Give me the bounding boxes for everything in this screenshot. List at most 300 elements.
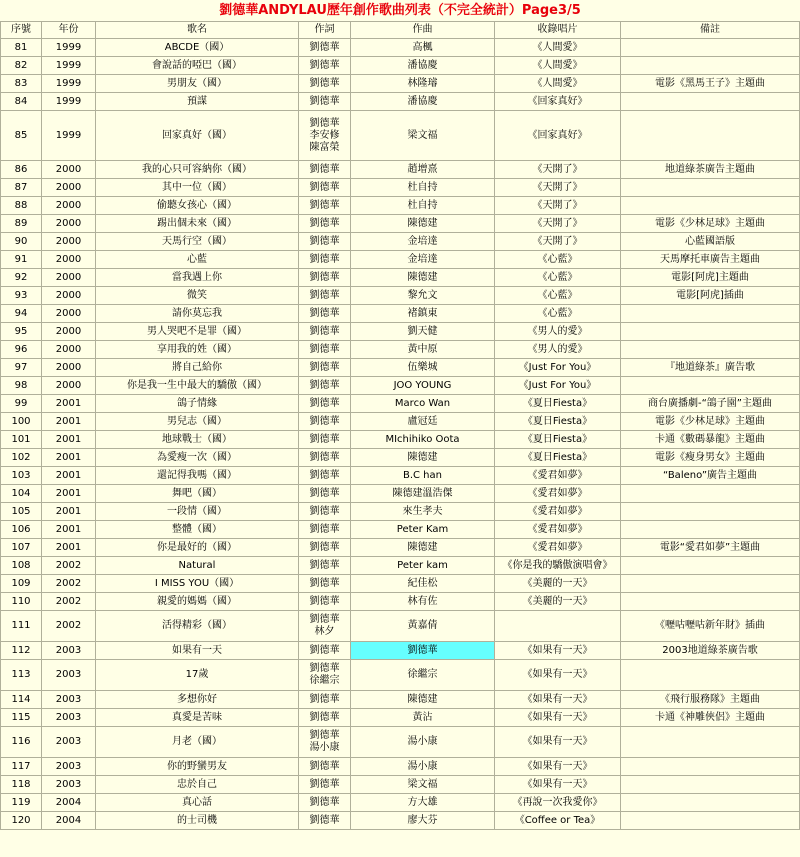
cell-lyricist: [299, 611, 351, 642]
cell-composer: 杜自持: [351, 197, 495, 215]
cell-year: 2003: [42, 758, 96, 776]
table-row: [1, 269, 800, 287]
cell-no: 111: [1, 611, 42, 642]
cell-no: 93: [1, 287, 42, 305]
lyricist-name: 李安修: [309, 129, 340, 141]
cell-lyricist: [299, 57, 351, 75]
cell-note: [621, 305, 800, 323]
table-row: [1, 197, 800, 215]
lyricist-name: 劉德華: [309, 487, 340, 499]
lyricist-name: 劉德華: [309, 469, 340, 481]
cell-album: 《愛君如夢》: [495, 503, 621, 521]
cell-no: 113: [1, 660, 42, 691]
lyricist-name: 劉德華: [309, 95, 340, 107]
cell-note: [621, 179, 800, 197]
cell-note: 《嚦咕嚦咕新年財》插曲: [621, 611, 800, 642]
col-header-lyricist: 作詞: [299, 22, 351, 39]
cell-album: 《心藍》: [495, 269, 621, 287]
cell-album: 《夏日Fiesta》: [495, 413, 621, 431]
table-row: [1, 691, 800, 709]
cell-song: 一段情（國）: [96, 503, 299, 521]
table-row: [1, 503, 800, 521]
cell-note: 心藍國語版: [621, 233, 800, 251]
lyricist-name: 劉德華: [309, 253, 340, 265]
table-row: [1, 359, 800, 377]
col-header-year: 年份: [42, 22, 96, 39]
cell-composer: 林有佐: [351, 593, 495, 611]
lyricist-name: 徐繼宗: [309, 675, 340, 686]
lyricist-name: 劉德華: [309, 77, 340, 89]
table-row: [1, 233, 800, 251]
cell-song: 預謀: [96, 93, 299, 111]
table-row: [1, 485, 800, 503]
table-row: [1, 593, 800, 611]
table-row: [1, 179, 800, 197]
cell-composer: 陳德建: [351, 215, 495, 233]
cell-lyricist: [299, 449, 351, 467]
cell-composer: JOO YOUNG: [351, 377, 495, 395]
table-row: [1, 431, 800, 449]
table-header-row: [1, 22, 800, 39]
cell-no: 109: [1, 575, 42, 593]
cell-note: [621, 593, 800, 611]
cell-composer: 潘協慶: [351, 93, 495, 111]
cell-no: 83: [1, 75, 42, 93]
cell-note: [621, 485, 800, 503]
cell-lyricist: [299, 39, 351, 57]
cell-no: 98: [1, 377, 42, 395]
cell-album: 《如果有一天》: [495, 642, 621, 660]
cell-no: 91: [1, 251, 42, 269]
cell-year: 2000: [42, 197, 96, 215]
cell-song: 忠於自己: [96, 776, 299, 794]
cell-song: 男兒志（國）: [96, 413, 299, 431]
cell-no: 108: [1, 557, 42, 575]
cell-song: 活得精彩（國）: [96, 611, 299, 642]
table-row: [1, 287, 800, 305]
lyricist-name: 劉德華: [309, 614, 340, 625]
cell-album: 《男人的愛》: [495, 341, 621, 359]
cell-no: 118: [1, 776, 42, 794]
cell-note: 卡通《神雕俠侶》主題曲: [621, 709, 800, 727]
cell-year: 2000: [42, 161, 96, 179]
cell-note: [621, 776, 800, 794]
cell-album: 《你是我的驕傲演唱會》: [495, 557, 621, 575]
cell-album: 《天開了》: [495, 197, 621, 215]
cell-year: 2003: [42, 727, 96, 758]
cell-note: [621, 557, 800, 575]
table-row: [1, 39, 800, 57]
cell-lyricist: [299, 521, 351, 539]
cell-composer: 黃沾: [351, 709, 495, 727]
cell-year: 2004: [42, 812, 96, 830]
cell-composer: 趙增熹: [351, 161, 495, 179]
cell-song: 心藍: [96, 251, 299, 269]
cell-album: 《夏日Fiesta》: [495, 395, 621, 413]
cell-note: 電影《少林足球》主題曲: [621, 215, 800, 233]
cell-lyricist: [299, 691, 351, 709]
lyricist-name: 劉德華: [309, 325, 340, 337]
table-row: [1, 709, 800, 727]
cell-year: 2000: [42, 341, 96, 359]
cell-no: 92: [1, 269, 42, 287]
table-row: [1, 812, 800, 830]
cell-year: 2003: [42, 660, 96, 691]
cell-no: 106: [1, 521, 42, 539]
cell-note: 天馬摩托車廣告主題曲: [621, 251, 800, 269]
cell-lyricist: [299, 467, 351, 485]
cell-note: 電影《瘦身男女》主題曲: [621, 449, 800, 467]
table-row: [1, 161, 800, 179]
cell-note: [621, 341, 800, 359]
cell-lyricist: [299, 660, 351, 691]
col-header-no: 序號: [1, 22, 42, 39]
cell-note: [621, 57, 800, 75]
table-row: [1, 413, 800, 431]
cell-song: 當我遇上你: [96, 269, 299, 287]
lyricist-name: 湯小康: [309, 742, 340, 753]
cell-song: 天馬行空（國）: [96, 233, 299, 251]
cell-song: 如果有一天: [96, 642, 299, 660]
cell-year: 2000: [42, 251, 96, 269]
cell-year: 2002: [42, 575, 96, 593]
cell-composer: 林隆璿: [351, 75, 495, 93]
cell-composer: 廖大芬: [351, 812, 495, 830]
cell-album: 《男人的愛》: [495, 323, 621, 341]
cell-year: 2001: [42, 449, 96, 467]
cell-lyricist: [299, 179, 351, 197]
cell-note: 電影《黑馬王子》主題曲: [621, 75, 800, 93]
cell-lyricist: [299, 233, 351, 251]
cell-no: 90: [1, 233, 42, 251]
cell-composer: 陳德建溫浩傑: [351, 485, 495, 503]
cell-no: 99: [1, 395, 42, 413]
table-row: [1, 776, 800, 794]
cell-no: 119: [1, 794, 42, 812]
cell-note: [621, 111, 800, 161]
cell-album: 《如果有一天》: [495, 709, 621, 727]
cell-note: [621, 575, 800, 593]
cell-composer: 來生孝夫: [351, 503, 495, 521]
cell-song: 你是我一生中最大的驕傲（國）: [96, 377, 299, 395]
cell-year: 2004: [42, 794, 96, 812]
lyricist-name: 劉德華: [309, 730, 340, 741]
cell-album: 《天開了》: [495, 161, 621, 179]
col-header-song: 歌名: [96, 22, 299, 39]
table-row: [1, 377, 800, 395]
lyricist-name: 劉德華: [309, 163, 340, 175]
cell-year: 2003: [42, 642, 96, 660]
cell-composer: 盧冠廷: [351, 413, 495, 431]
cell-note: 商台廣播劇-“鴿子園”主題曲: [621, 395, 800, 413]
cell-composer: 陳德建: [351, 691, 495, 709]
table-row: [1, 93, 800, 111]
cell-no: 115: [1, 709, 42, 727]
cell-note: 『地道綠茶』廣告歌: [621, 359, 800, 377]
table-row: [1, 305, 800, 323]
cell-album: 《回家真好》: [495, 111, 621, 161]
cell-album: 《Coffee or Tea》: [495, 812, 621, 830]
cell-lyricist: [299, 395, 351, 413]
cell-song: Natural: [96, 557, 299, 575]
cell-album: 《如果有一天》: [495, 758, 621, 776]
lyricist-name: 劉德華: [309, 595, 340, 607]
table-body: [1, 39, 800, 830]
cell-year: 2003: [42, 709, 96, 727]
cell-lyricist: [299, 485, 351, 503]
lyricist-name: 劉德華: [309, 433, 340, 445]
cell-composer: 劉天健: [351, 323, 495, 341]
cell-album: 《夏日Fiesta》: [495, 449, 621, 467]
cell-no: 82: [1, 57, 42, 75]
cell-lyricist: [299, 75, 351, 93]
cell-album: 《如果有一天》: [495, 727, 621, 758]
cell-composer: 褚鎮東: [351, 305, 495, 323]
cell-composer: 梁文福: [351, 776, 495, 794]
cell-lyricist: [299, 215, 351, 233]
cell-note: [621, 727, 800, 758]
cell-composer: 湯小康: [351, 758, 495, 776]
cell-note: [621, 93, 800, 111]
cell-song: 請你莫忘我: [96, 305, 299, 323]
cell-song: 為愛瘦一次（國）: [96, 449, 299, 467]
cell-song: 會說話的啞巴（國）: [96, 57, 299, 75]
lyricist-name: 劉德華: [309, 505, 340, 517]
cell-album: 《Just For You》: [495, 377, 621, 395]
cell-album: 《心藍》: [495, 251, 621, 269]
cell-composer: 黃中原: [351, 341, 495, 359]
lyricist-name: 劉德華: [309, 117, 340, 129]
table-row: [1, 727, 800, 758]
cell-song: 17歲: [96, 660, 299, 691]
cell-album: 《愛君如夢》: [495, 485, 621, 503]
cell-album: 《愛君如夢》: [495, 467, 621, 485]
cell-composer: 梁文福: [351, 111, 495, 161]
cell-note: 卡通《數碼暴龍》主題曲: [621, 431, 800, 449]
cell-composer: 杜自持: [351, 179, 495, 197]
cell-album: 《人間愛》: [495, 75, 621, 93]
cell-album: 《如果有一天》: [495, 776, 621, 794]
lyricist-name: 劉德華: [309, 199, 340, 211]
lyricist-name: 劉德華: [309, 778, 340, 790]
cell-song: 其中一位（國）: [96, 179, 299, 197]
cell-album: 《美麗的一天》: [495, 593, 621, 611]
cell-lyricist: [299, 557, 351, 575]
cell-lyricist: [299, 111, 351, 161]
cell-note: [621, 323, 800, 341]
cell-song: 親愛的媽媽（國）: [96, 593, 299, 611]
cell-lyricist: [299, 539, 351, 557]
cell-lyricist: [299, 287, 351, 305]
cell-note: [621, 197, 800, 215]
cell-composer: 劉德華: [351, 642, 495, 660]
lyricist-name: 劉德華: [309, 523, 340, 535]
song-table: [0, 21, 800, 830]
cell-album: 《美麗的一天》: [495, 575, 621, 593]
cell-song: 男朋友（國）: [96, 75, 299, 93]
cell-no: 84: [1, 93, 42, 111]
cell-composer: 陳德建: [351, 539, 495, 557]
cell-lyricist: [299, 727, 351, 758]
cell-note: “Baleno”廣告主題曲: [621, 467, 800, 485]
cell-no: 101: [1, 431, 42, 449]
cell-composer: B.C han: [351, 467, 495, 485]
cell-no: 105: [1, 503, 42, 521]
cell-no: 87: [1, 179, 42, 197]
cell-year: 2001: [42, 503, 96, 521]
cell-note: 《飛行服務隊》主題曲: [621, 691, 800, 709]
cell-year: 2003: [42, 691, 96, 709]
cell-no: 89: [1, 215, 42, 233]
cell-album: 《天開了》: [495, 179, 621, 197]
cell-composer: 陳德建: [351, 449, 495, 467]
cell-year: 2002: [42, 557, 96, 575]
cell-year: 2000: [42, 233, 96, 251]
cell-album: 《人間愛》: [495, 39, 621, 57]
cell-no: 81: [1, 39, 42, 57]
lyricist-name: 劉德華: [309, 451, 340, 463]
cell-no: 110: [1, 593, 42, 611]
cell-composer: 伍樂城: [351, 359, 495, 377]
cell-song: 踢出個未來（國）: [96, 215, 299, 233]
cell-year: 2001: [42, 539, 96, 557]
cell-year: 2001: [42, 413, 96, 431]
lyricist-name: 劉德華: [309, 541, 340, 553]
cell-song: 還記得我嗎（國）: [96, 467, 299, 485]
table-row: [1, 575, 800, 593]
cell-lyricist: [299, 341, 351, 359]
cell-year: 2000: [42, 377, 96, 395]
cell-note: [621, 812, 800, 830]
cell-no: 112: [1, 642, 42, 660]
cell-no: 120: [1, 812, 42, 830]
table-row: [1, 57, 800, 75]
lyricist-name: 劉德華: [309, 289, 340, 301]
cell-composer: 徐繼宗: [351, 660, 495, 691]
cell-note: 2003地道綠茶廣告歌: [621, 642, 800, 660]
cell-song: 的士司機: [96, 812, 299, 830]
table-row: [1, 642, 800, 660]
table-row: [1, 215, 800, 233]
cell-song: 我的心只可容納你（國）: [96, 161, 299, 179]
cell-composer: 黎允文: [351, 287, 495, 305]
cell-album: 《如果有一天》: [495, 691, 621, 709]
cell-song: I MISS YOU（國）: [96, 575, 299, 593]
cell-note: 地道綠茶廣告主題曲: [621, 161, 800, 179]
lyricist-name: 劉德華: [309, 235, 340, 247]
cell-album: 《天開了》: [495, 233, 621, 251]
lyricist-name: 劉德華: [309, 307, 340, 319]
lyricist-name: 林夕: [314, 626, 335, 637]
cell-lyricist: [299, 305, 351, 323]
cell-composer: 金培達: [351, 233, 495, 251]
lyricist-name: 劉德華: [309, 397, 340, 409]
lyricist-name: 劉德華: [309, 796, 340, 808]
cell-song: 月老（國）: [96, 727, 299, 758]
cell-song: 將自己給你: [96, 359, 299, 377]
cell-song: 偷聽女孩心（國）: [96, 197, 299, 215]
cell-no: 114: [1, 691, 42, 709]
cell-song: 真愛是苦味: [96, 709, 299, 727]
cell-year: 2002: [42, 611, 96, 642]
cell-lyricist: [299, 197, 351, 215]
cell-note: [621, 794, 800, 812]
cell-no: 96: [1, 341, 42, 359]
cell-year: 2000: [42, 179, 96, 197]
table-row: [1, 467, 800, 485]
cell-year: 2001: [42, 485, 96, 503]
cell-song: 鴿子情緣: [96, 395, 299, 413]
cell-note: [621, 377, 800, 395]
lyricist-name: 劉德華: [309, 181, 340, 193]
cell-year: 1999: [42, 39, 96, 57]
cell-composer: Peter kam: [351, 557, 495, 575]
cell-composer: 湯小康: [351, 727, 495, 758]
cell-note: 電影[阿虎]主題曲: [621, 269, 800, 287]
cell-year: 1999: [42, 75, 96, 93]
cell-composer: 黃嘉倩: [351, 611, 495, 642]
table-row: [1, 449, 800, 467]
lyricist-name: 劉德華: [309, 693, 340, 705]
cell-album: [495, 611, 621, 642]
cell-year: 1999: [42, 57, 96, 75]
lyricist-name: 劉德華: [309, 59, 340, 71]
cell-year: 2000: [42, 287, 96, 305]
lyricist-name: 劉德華: [309, 415, 340, 427]
cell-no: 95: [1, 323, 42, 341]
cell-song: 真心話: [96, 794, 299, 812]
cell-no: 100: [1, 413, 42, 431]
cell-note: 電影《少林足球》主題曲: [621, 413, 800, 431]
table-row: [1, 660, 800, 691]
cell-no: 117: [1, 758, 42, 776]
cell-song: 你的野蠻男友: [96, 758, 299, 776]
lyricist-name: 劉德華: [309, 760, 340, 772]
cell-lyricist: [299, 575, 351, 593]
cell-composer: 陳德建: [351, 269, 495, 287]
cell-lyricist: [299, 377, 351, 395]
cell-song: 多想你好: [96, 691, 299, 709]
cell-composer: 高楓: [351, 39, 495, 57]
table-row: [1, 111, 800, 161]
lyricist-name: 劉德華: [309, 271, 340, 283]
cell-note: [621, 758, 800, 776]
lyricist-name: 劉德華: [309, 663, 340, 674]
table-row: [1, 75, 800, 93]
cell-no: 103: [1, 467, 42, 485]
cell-year: 2001: [42, 521, 96, 539]
cell-lyricist: [299, 269, 351, 287]
table-row: [1, 539, 800, 557]
cell-lyricist: [299, 642, 351, 660]
table-row: [1, 341, 800, 359]
cell-album: 《愛君如夢》: [495, 521, 621, 539]
cell-year: 2000: [42, 305, 96, 323]
col-header-note: 備註: [621, 22, 800, 39]
cell-album: 《人間愛》: [495, 57, 621, 75]
cell-note: [621, 39, 800, 57]
cell-song: 男人哭吧不是罪（國）: [96, 323, 299, 341]
cell-no: 97: [1, 359, 42, 377]
cell-lyricist: [299, 93, 351, 111]
lyricist-name: 劉德華: [309, 41, 340, 53]
cell-note: [621, 660, 800, 691]
cell-year: 2000: [42, 359, 96, 377]
table-row: [1, 794, 800, 812]
lyricist-name: 劉德華: [309, 361, 340, 373]
cell-year: 2000: [42, 269, 96, 287]
cell-year: 2001: [42, 431, 96, 449]
